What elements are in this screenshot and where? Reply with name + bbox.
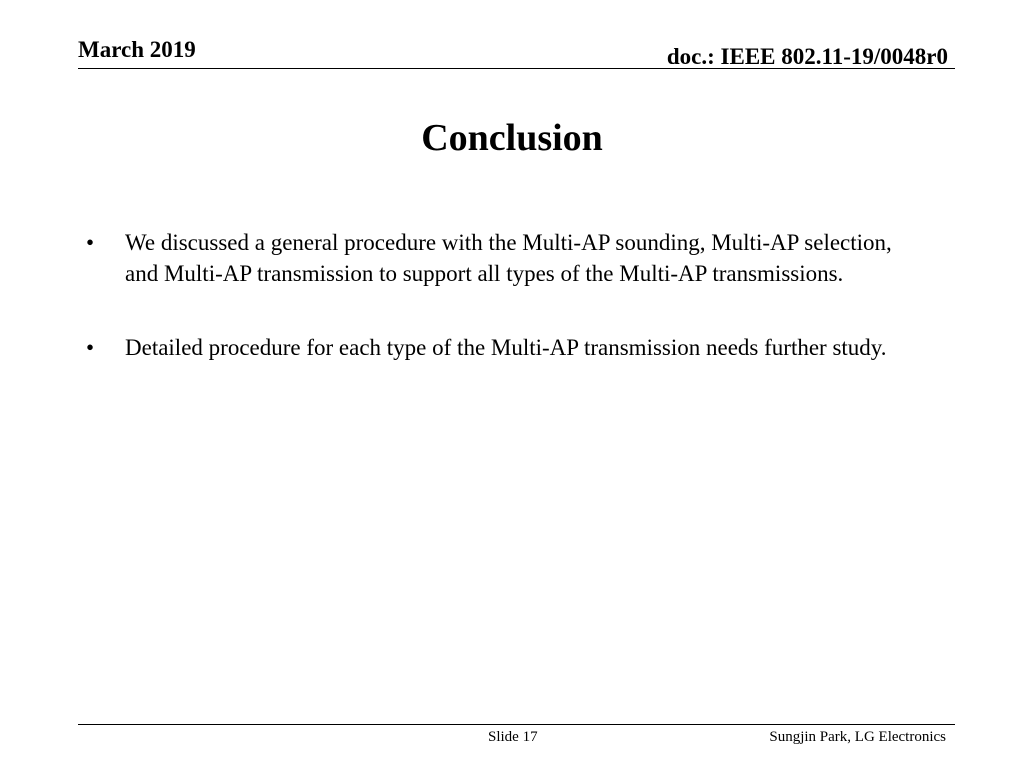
bullet-text: We discussed a general procedure with the Multi-AP sounding, Multi-AP selection, and Multi-AP transmission to support all types of the Multi-AP transmissions. [125, 230, 892, 286]
header-date: March 2019 [78, 37, 196, 62]
bullet-marker: • [86, 335, 95, 360]
header-divider [78, 68, 955, 69]
bullet-list [0, 227, 1024, 406]
bullet-text: Detailed procedure for each type of the Multi-AP transmission needs further study. [125, 335, 887, 360]
bullet-item [0, 227, 925, 289]
footer-slide-number: Slide 17 [488, 729, 538, 745]
slide-title: Conclusion [421, 117, 603, 159]
bullet-item [0, 332, 925, 363]
bullet-marker: • [86, 230, 95, 255]
header-doc-id: doc.: IEEE 802.11-19/0048r0 [666, 44, 948, 69]
footer-author: Sungjin Park, LG Electronics [769, 729, 946, 745]
footer-divider [78, 724, 955, 725]
